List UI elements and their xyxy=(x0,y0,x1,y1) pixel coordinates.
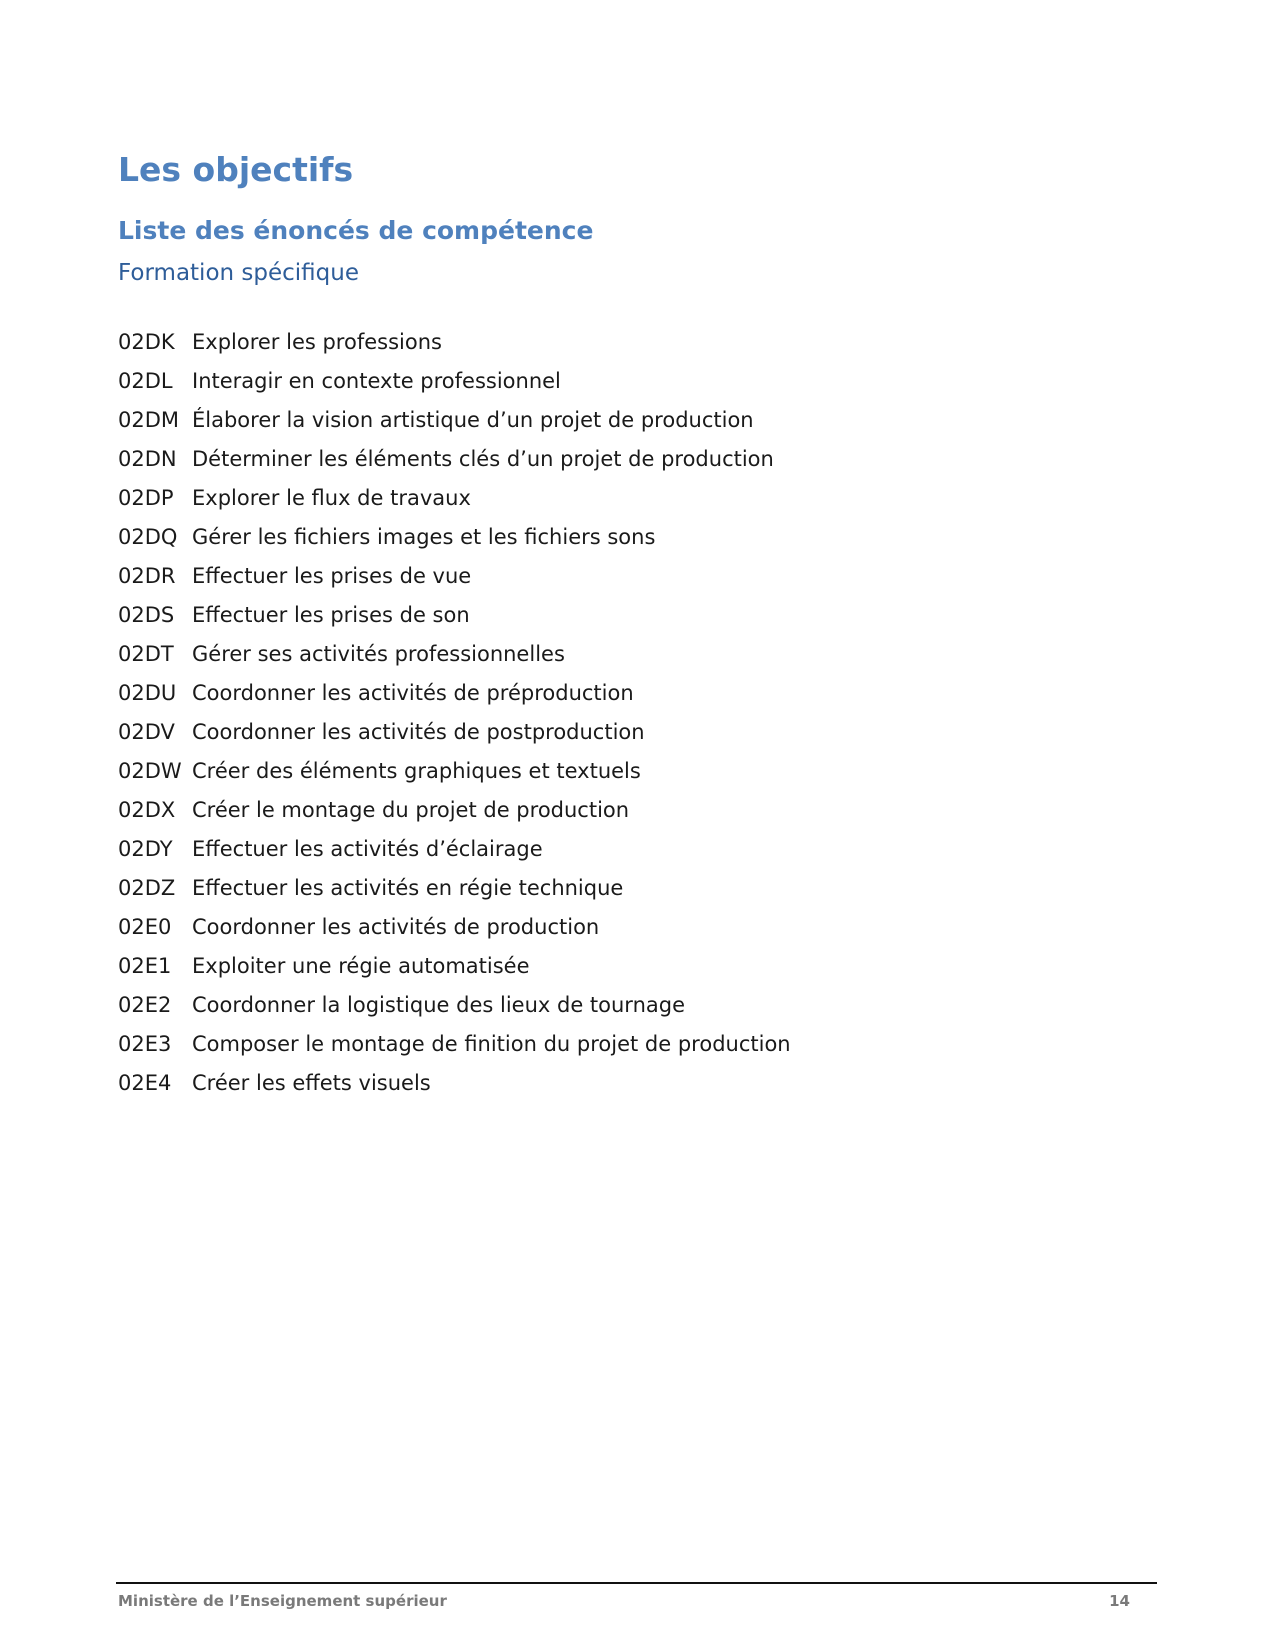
competency-label: Créer les effets visuels xyxy=(192,1071,431,1095)
competency-label: Effectuer les activités en régie technique xyxy=(192,876,624,900)
competency-code: 02DQ xyxy=(118,525,178,549)
competency-row xyxy=(118,557,1018,596)
competency-code: 02DZ xyxy=(118,876,176,900)
competency-row xyxy=(118,986,1018,1025)
competency-row xyxy=(118,752,1018,791)
competency-label: Gérer ses activités professionnelles xyxy=(192,642,565,666)
competency-code: 02DN xyxy=(118,447,177,471)
footer-divider xyxy=(116,1582,1157,1584)
competency-row xyxy=(118,674,1018,713)
footer-ministry: Ministère de l’Enseignement supérieur xyxy=(118,1592,447,1610)
competency-row xyxy=(118,791,1018,830)
competency-row xyxy=(118,518,1018,557)
competency-row xyxy=(118,440,1018,479)
competency-label: Gérer les fichiers images et les fichiers sons xyxy=(192,525,656,549)
competency-label: Effectuer les activités d’éclairage xyxy=(192,837,543,861)
page-number: 14 xyxy=(1109,1592,1130,1610)
competency-code: 02E2 xyxy=(118,993,172,1017)
competency-code: 02E1 xyxy=(118,954,172,978)
competency-code: 02DR xyxy=(118,564,176,588)
competency-code: 02E0 xyxy=(118,915,172,939)
competency-row xyxy=(118,1064,1018,1103)
competency-code: 02DY xyxy=(118,837,173,861)
competency-row xyxy=(118,401,1018,440)
competency-row xyxy=(118,323,1018,362)
competency-code: 02DK xyxy=(118,330,175,354)
competency-code: 02DX xyxy=(118,798,176,822)
competency-label: Effectuer les prises de vue xyxy=(192,564,472,588)
competency-label: Créer le montage du projet de production xyxy=(192,798,630,822)
competency-row xyxy=(118,713,1018,752)
competency-code: 02DT xyxy=(118,642,174,666)
competency-row xyxy=(118,362,1018,401)
competency-label: Déterminer les éléments clés d’un projet de production xyxy=(192,447,774,471)
competency-label: Coordonner les activités de préproduction xyxy=(192,681,634,705)
competency-row xyxy=(118,635,1018,674)
competency-code: 02E4 xyxy=(118,1071,172,1095)
section-title: Liste des énoncés de compétence xyxy=(118,216,594,245)
competency-code: 02DV xyxy=(118,720,175,744)
competency-label: Explorer les professions xyxy=(192,330,442,354)
competency-code: 02DP xyxy=(118,486,174,510)
competency-label: Créer des éléments graphiques et textuels xyxy=(192,759,641,783)
competency-label: Coordonner les activités de postproduction xyxy=(192,720,645,744)
competency-label: Composer le montage de finition du projet de production xyxy=(192,1032,791,1056)
competency-list xyxy=(118,323,1018,1103)
page-title: Les objectifs xyxy=(118,150,354,189)
competency-row xyxy=(118,596,1018,635)
competency-label: Explorer le flux de travaux xyxy=(192,486,471,510)
competency-label: Effectuer les prises de son xyxy=(192,603,470,627)
competency-label: Coordonner les activités de production xyxy=(192,915,600,939)
competency-label: Interagir en contexte professionnel xyxy=(192,369,561,393)
competency-row xyxy=(118,479,1018,518)
competency-code: 02DU xyxy=(118,681,177,705)
competency-code: 02DL xyxy=(118,369,173,393)
competency-code: 02DW xyxy=(118,759,182,783)
competency-code: 02DS xyxy=(118,603,175,627)
competency-row xyxy=(118,869,1018,908)
competency-label: Exploiter une régie automatisée xyxy=(192,954,530,978)
competency-row xyxy=(118,1025,1018,1064)
competency-code: 02DM xyxy=(118,408,180,432)
competency-label: Coordonner la logistique des lieux de tournage xyxy=(192,993,685,1017)
competency-row xyxy=(118,947,1018,986)
competency-row xyxy=(118,908,1018,947)
competency-code: 02E3 xyxy=(118,1032,172,1056)
competency-row xyxy=(118,830,1018,869)
subsection-title: Formation spécifique xyxy=(118,260,359,286)
competency-label: Élaborer la vision artistique d’un projet de production xyxy=(192,408,754,432)
